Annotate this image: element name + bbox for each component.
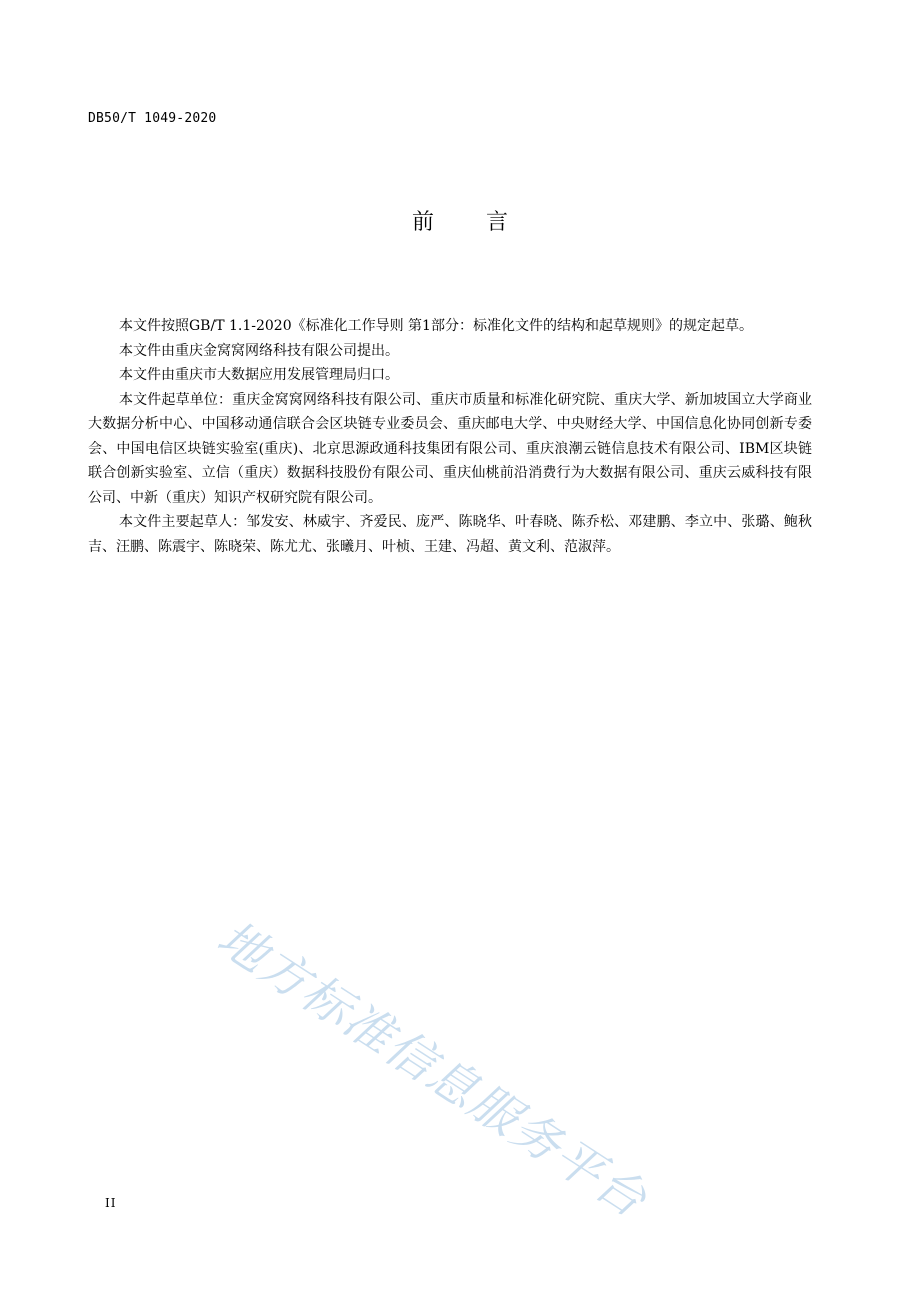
watermark: 地方标准信息服务平台 [207, 909, 658, 1230]
paragraph-drafting-units: 本文件起草单位：重庆金窝窝网络科技有限公司、重庆市质量和标准化研究院、重庆大学、新加坡国立大学商业大数据分析中心、中国移动通信联合会区块链专业委员会、重庆邮电大学、中央财经大学、中国信息化协同创新专委会、中国电信区块链实验室(重庆)、北京思源政通科技集团有限公司、重庆浪潮云链信息技术有限公司、IBM区块链联合创新实验室、立信（重庆）数据科技股份有限公司、重庆仙桃前沿消费行为大数据有限公司、重庆云威科技有限公司、中新（重庆）知识产权研究院有限公司。 [88, 391, 812, 506]
paragraph-drafting-rules: 本文件按照GB/T 1.1-2020《标准化工作导则 第1部分：标准化文件的结构和起草规则》的规定起草。 [119, 318, 753, 334]
paragraph-proposer: 本文件由重庆金窝窝网络科技有限公司提出。 [119, 342, 399, 359]
paragraph-main-drafters: 本文件主要起草人：邹发安、林威宇、齐爱民、庞严、陈晓华、叶春晓、陈乔松、邓建鹏、李立中、张璐、鲍秋吉、汪鹏、陈震宇、陈晓荣、陈尤尤、张曦月、叶桢、王建、冯超、黄文利、范淑萍。 [88, 514, 812, 555]
paragraph-centralized-management: 本文件由重庆市大数据应用发展管理局归口。 [119, 367, 399, 383]
document-code: DB50/T 1049-2020 [88, 111, 217, 126]
document-body [88, 314, 812, 559]
page-title: 前言 [411, 210, 560, 235]
page-number: II [105, 1196, 117, 1210]
